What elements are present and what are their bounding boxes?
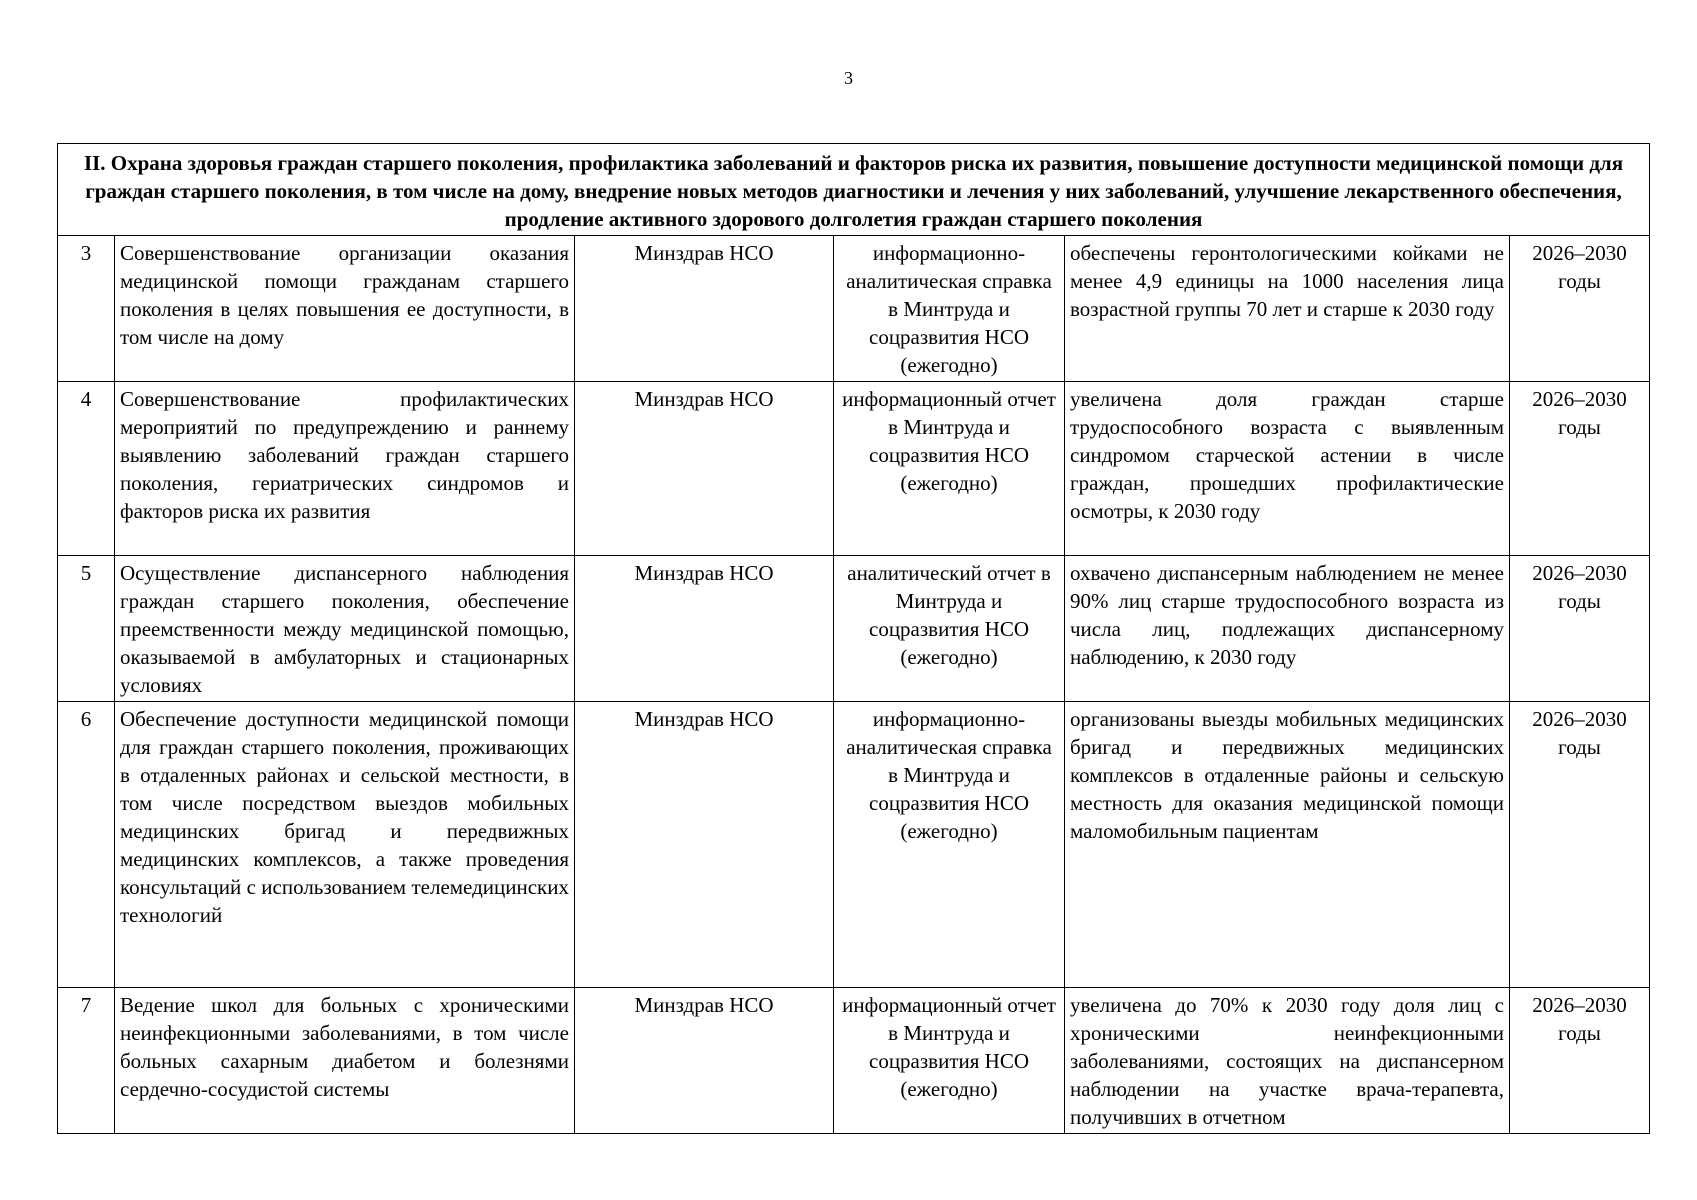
expected-result: обеспечены геронтологическими койками не менее 4,9 единицы на 1000 населения лица возрастной группы 70 лет и старше к 2030 году: [1065, 236, 1510, 382]
expected-result: увеличена до 70% к 2030 году доля лиц с хроническими неинфекционными заболеваниями, состоящих на диспансерном наблюдении на участке врача-терапевта, получивших в отчетном: [1065, 988, 1510, 1134]
event-description: Обеспечение доступности медицинской помощи для граждан старшего поколения, проживающих в отдаленных районах и сельской местности, в том числе посредством выездов мобильных медицинских бригад и передвижных медицинских комплексов, а также проведения консультаций с использованием телемедицинских технологий: [115, 702, 575, 988]
row-number: 4: [58, 382, 115, 556]
section-title: II. Охрана здоровья граждан старшего поколения, профилактика заболеваний и факторов риска их развития, повышение доступности медицинской помощи для граждан старшего поколения, в том числе на дому, внедрение новых методов диагностики и лечения у них заболеваний, улучшение лекарственного обеспечения, продление активного здорового долголетия граждан старшего поколения: [58, 144, 1650, 236]
term: 2026–2030 годы: [1510, 382, 1650, 556]
report-form: информационный отчет в Минтруда и соцразвития НСО (ежегодно): [834, 382, 1065, 556]
term: 2026–2030 годы: [1510, 702, 1650, 988]
event-description: Ведение школ для больных с хроническими неинфекционными заболеваниями, в том числе больных сахарным диабетом и болезнями сердечно-сосудистой системы: [115, 988, 575, 1134]
report-form: аналитический отчет в Минтруда и соцразвития НСО (ежегодно): [834, 556, 1065, 702]
row-number: 6: [58, 702, 115, 988]
table-row: [58, 556, 1650, 702]
table-row: [58, 236, 1650, 382]
table-row: [58, 988, 1650, 1134]
executor: Минздрав НСО: [575, 702, 834, 988]
expected-result: охвачено диспансерным наблюдением не менее 90% лиц старше трудоспособного возраста из числа лиц, подлежащих диспансерному наблюдению, к 2030 году: [1065, 556, 1510, 702]
executor: Минздрав НСО: [575, 988, 834, 1134]
executor: Минздрав НСО: [575, 236, 834, 382]
report-form: информационно-аналитическая справка в Минтруда и соцразвития НСО (ежегодно): [834, 702, 1065, 988]
report-form: информационно-аналитическая справка в Минтруда и соцразвития НСО (ежегодно): [834, 236, 1065, 382]
report-form: информационный отчет в Минтруда и соцразвития НСО (ежегодно): [834, 988, 1065, 1134]
page-number: 3: [844, 68, 853, 88]
table-row: [58, 702, 1650, 988]
event-description: Совершенствование организации оказания медицинской помощи гражданам старшего поколения в целях повышения ее доступности, в том числе на дому: [115, 236, 575, 382]
executor: Минздрав НСО: [575, 556, 834, 702]
measures-table: [57, 143, 1650, 1134]
term: 2026–2030 годы: [1510, 556, 1650, 702]
expected-result: увеличена доля граждан старше трудоспособного возраста с выявленным синдромом старческой астении в числе граждан, прошедших профилактические осмотры, к 2030 году: [1065, 382, 1510, 556]
row-number: 5: [58, 556, 115, 702]
table-row: [58, 382, 1650, 556]
executor: Минздрав НСО: [575, 382, 834, 556]
event-description: Осуществление диспансерного наблюдения граждан старшего поколения, обеспечение преемственности между медицинской помощью, оказываемой в амбулаторных и стационарных условиях: [115, 556, 575, 702]
section-header-row: [58, 144, 1650, 236]
term: 2026–2030 годы: [1510, 236, 1650, 382]
row-number: 3: [58, 236, 115, 382]
row-number: 7: [58, 988, 115, 1134]
term: 2026–2030 годы: [1510, 988, 1650, 1134]
expected-result: организованы выезды мобильных медицинских бригад и передвижных медицинских комплексов в отдаленные районы и сельскую местность для оказания медицинской помощи маломобильным пациентам: [1065, 702, 1510, 988]
event-description: Совершенствование профилактических мероприятий по предупреждению и раннему выявлению заболеваний граждан старшего поколения, гериатрических синдромов и факторов риска их развития: [115, 382, 575, 556]
